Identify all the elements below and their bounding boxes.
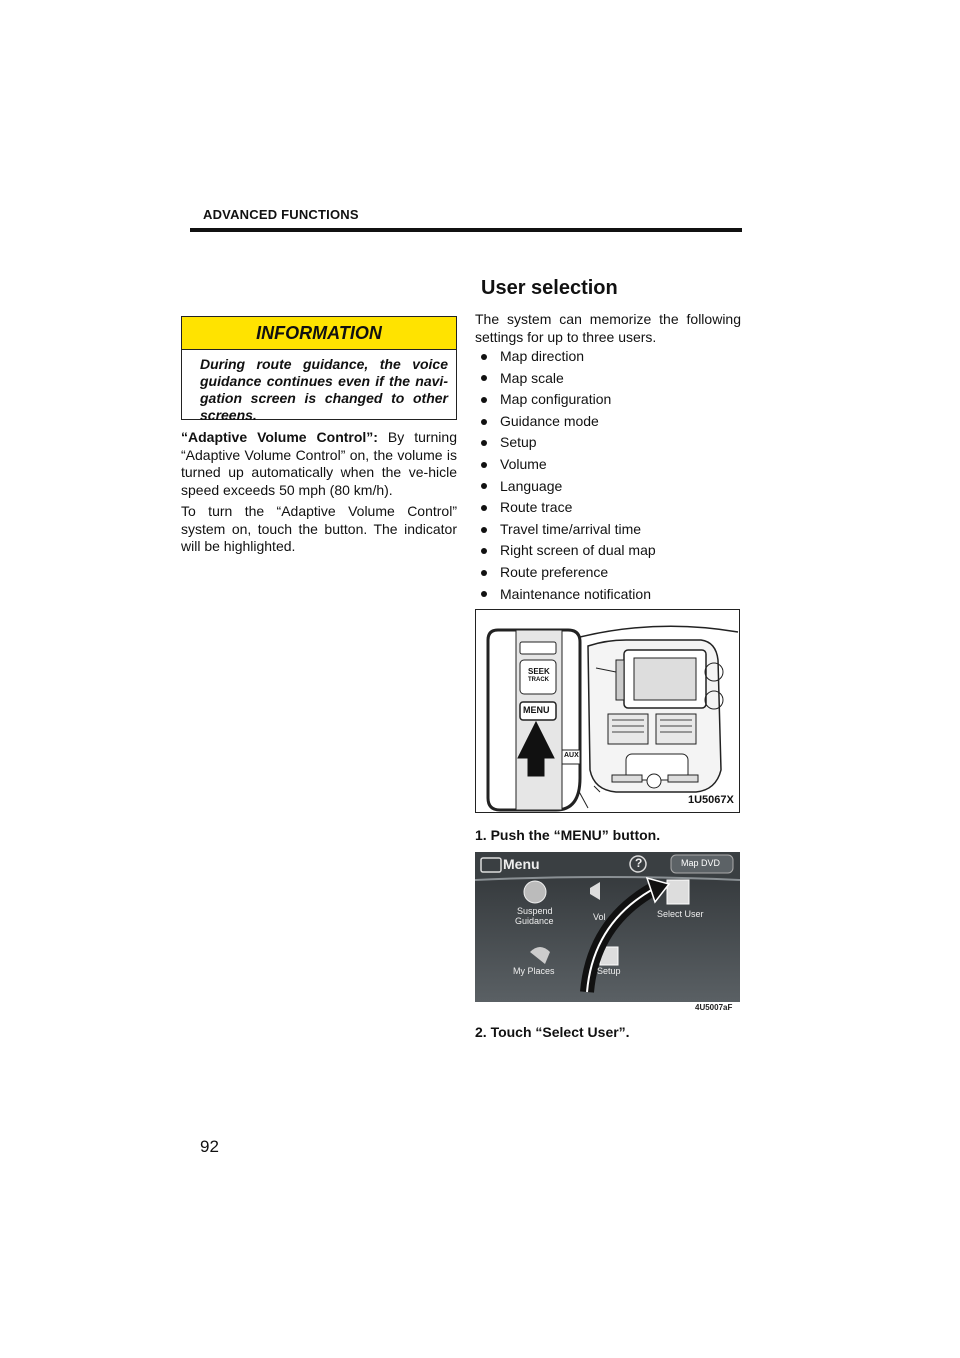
information-text: During route guidance, the voice guidance continues even if the navi-gation screen is changed to other screens. xyxy=(200,356,448,423)
menu-screen-illustration xyxy=(475,852,740,1013)
track-label: TRACK xyxy=(528,677,549,683)
guidance-label[interactable]: Guidance xyxy=(515,916,554,926)
list-item xyxy=(478,368,656,390)
bullet-icon xyxy=(481,397,487,403)
list-item xyxy=(478,584,656,606)
information-box xyxy=(181,316,457,423)
bullet-icon xyxy=(481,591,487,597)
list-item xyxy=(478,411,656,433)
dashboard-drawing xyxy=(476,610,739,812)
list-item-label: Route trace xyxy=(500,499,573,516)
menu-screen-drawing xyxy=(475,852,740,1013)
bullet-icon xyxy=(481,440,487,446)
list-item-label: Maintenance notification xyxy=(500,585,651,602)
bullet-icon xyxy=(481,505,487,511)
step2-caption: 2. Touch “Select User”. xyxy=(475,1024,630,1040)
list-item-label: Map scale xyxy=(500,369,564,386)
menu-title: Menu xyxy=(503,856,540,872)
figure-code: 4U5007aF xyxy=(695,1003,733,1012)
menu-button-label: MENU xyxy=(523,705,550,715)
list-item-label: Map direction xyxy=(500,348,585,364)
adaptive-volume-text: By turning “Adaptive Volume Control” on, the volume is turned up automatically when the ve-hicle speed exceeds 50 mph (80 km/h). xyxy=(181,429,457,498)
list-item-label: Route preference xyxy=(500,563,609,580)
list-item xyxy=(478,389,656,411)
bullet-icon xyxy=(481,548,487,554)
list-item-label: Volume xyxy=(500,455,547,472)
list-item xyxy=(478,454,656,476)
list-item xyxy=(478,476,656,498)
volume-label[interactable]: Vol xyxy=(593,912,606,922)
information-heading: INFORMATION xyxy=(182,317,456,350)
adaptive-volume-label: “Adaptive Volume Control”: xyxy=(181,429,378,445)
seek-label: SEEK xyxy=(528,667,550,676)
user-selection-intro: The system can memorize the following settings for up to three users. xyxy=(475,311,741,345)
step1-caption: 1. Push the “MENU” button. xyxy=(475,827,661,843)
adaptive-volume-instruction: To turn the “Adaptive Volume Control” system on, touch the button. The indicator will be highlighted. xyxy=(181,503,457,554)
figure-code: 1U5067X xyxy=(688,794,734,806)
bullet-icon xyxy=(481,419,487,425)
my-places-button[interactable]: My Places xyxy=(513,966,555,976)
page-number: 92 xyxy=(200,1137,219,1156)
list-item xyxy=(478,497,656,519)
select-user-button[interactable]: Select User xyxy=(657,909,704,919)
help-icon[interactable]: ? xyxy=(635,856,643,870)
list-item xyxy=(478,519,656,541)
list-item-label: Right screen of dual map xyxy=(500,542,656,559)
suspend-label[interactable]: Suspend xyxy=(517,906,553,916)
aux-label: AUX xyxy=(564,752,579,759)
bullet-icon xyxy=(481,527,487,533)
bullet-icon xyxy=(481,462,487,468)
adaptive-volume-paragraph xyxy=(181,429,457,499)
bullet-icon xyxy=(481,375,487,381)
setup-button[interactable]: Setup xyxy=(597,966,621,976)
dashboard-illustration xyxy=(475,609,740,813)
settings-list xyxy=(478,346,656,605)
section-title: User selection xyxy=(481,277,618,299)
map-dvd-button[interactable]: Map DVD xyxy=(681,858,721,868)
list-item xyxy=(478,562,656,584)
list-item-label: Language xyxy=(500,477,563,494)
list-item-label: Setup xyxy=(500,434,537,451)
bullet-icon xyxy=(481,483,487,489)
list-item-label: Map configuration xyxy=(500,391,612,408)
list-item-label: Guidance mode xyxy=(500,412,599,429)
list-item xyxy=(478,346,656,368)
bullet-icon xyxy=(481,570,487,576)
header-rule xyxy=(190,228,742,232)
section-header: ADVANCED FUNCTIONS xyxy=(203,207,359,222)
bullet-icon xyxy=(481,354,487,360)
list-item-label: Travel time/arrival time xyxy=(500,520,642,537)
list-item xyxy=(478,540,656,562)
list-item xyxy=(478,432,656,454)
